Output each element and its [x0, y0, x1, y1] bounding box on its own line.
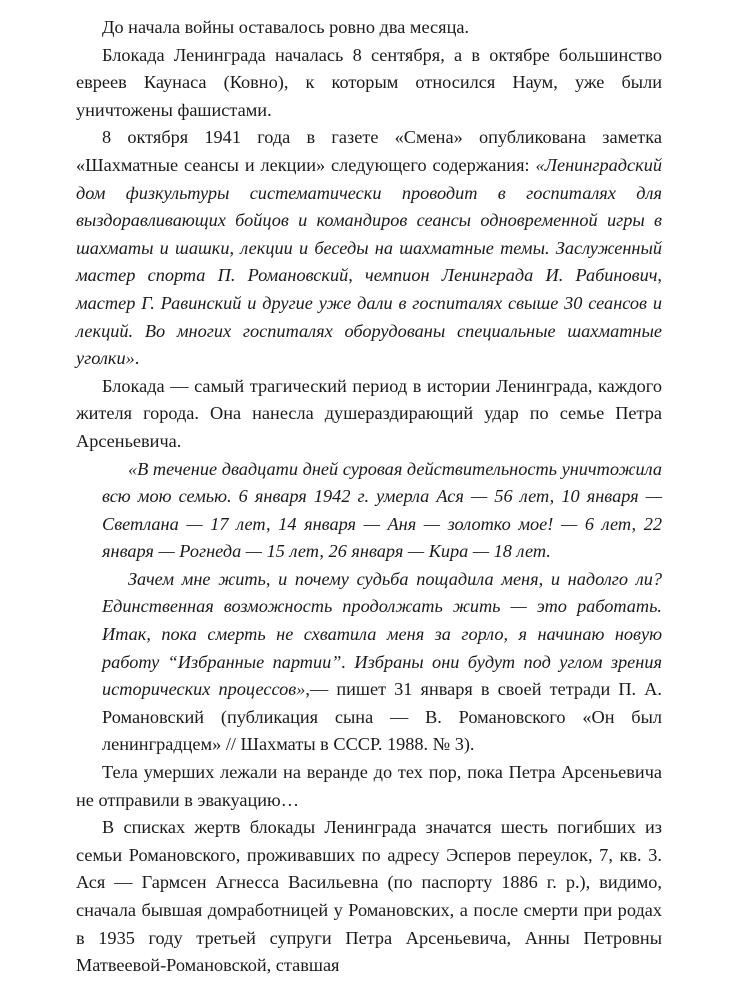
body-text	[76, 14, 662, 980]
quote-paragraph-work	[102, 566, 662, 759]
quote-source: ,— пишет 31 января в своей тетради П. А. Романовский (публикация сына — В. Романовского «Он был ленинградцем» // Шахматы в СССР. 1988. № 3).	[102, 679, 662, 755]
paragraph-blockade-start: Блокада Ленинграда началась 8 сентября, а в октябре большинство евреев Каунаса (Ковно), к которым относился Наум, уже были уничтожены фашистами.	[76, 44, 662, 120]
quote-paragraph-family	[102, 456, 662, 566]
quote-work-text: Зачем мне жить, и почему судьба пощадила меня, и надолго ли? Единственная возможность продолжать жить — это работать. Итак, пока смерть не схватила меня за горло, я начинаю новую работу “Избранные партии”. Избраны они будут под углом зрения исторических процессов»	[102, 568, 662, 700]
smena-intro: 8 октября 1941 года в газете «Смена» опубликована заметка «Шахматные сеансы и лекции» следующего содержания:	[76, 127, 662, 175]
smena-tail: .	[134, 348, 140, 369]
paragraph-veranda: Тела умерших лежали на веранде до тех пор, пока Петра Арсеньевича не отправили в эвакуацию…	[76, 762, 662, 810]
romanovsky-quote	[102, 456, 662, 760]
paragraph-war-countdown: До начала войны оставалось ровно два месяца.	[102, 17, 470, 37]
paragraph-smena-note	[76, 124, 662, 372]
quote-family-text: «В течение двадцати дней суровая действительность уничтожила всю мою семью. 6 января 1942 г. умерла Ася — 56 лет, 10 января — Светлана — 17 лет, 14 января — Аня — золотко мое! — 6 лет, 22 января — Рогнеда — 15 лет, 26 января — Кира — 18 лет.	[102, 458, 662, 562]
smena-quote: «Ленинградский дом физкультуры систематически проводит в госпиталях для выздоравливающих бойцов и командиров сеансы одновременной игры в шахматы и шашки, лекции и беседы на шахматные темы. Заслуженный мастер спорта П. Романовский, чемпион Ленинграда И. Рабинович, мастер Г. Равинский и другие уже дали в госпиталях свыше 30 сеансов и лекций. Во многих госпиталях оборудованы специальные шахматные уголки»	[76, 154, 662, 369]
paragraph-tragic-period: Блокада — самый трагический период в истории Ленинграда, каждого жителя города. Она нанесла душераздирающий удар по семье Петра Арсеньевича.	[76, 375, 662, 451]
paragraph-victims-list: В списках жертв блокады Ленинграда значатся шесть погибших из семьи Романовского, проживавших по адресу Эсперов переулок, 7, кв. 3. Ася — Гармсен Агнесса Васильевна (по паспорту 1886 г. р.), видимо, сначала бывшая домработницей у Романовских, а после смерти при родах в 1935 году третьей супруги Петра Арсеньевича, Анны Петровны Матвеевой-Романовской, ставшая	[76, 817, 662, 976]
